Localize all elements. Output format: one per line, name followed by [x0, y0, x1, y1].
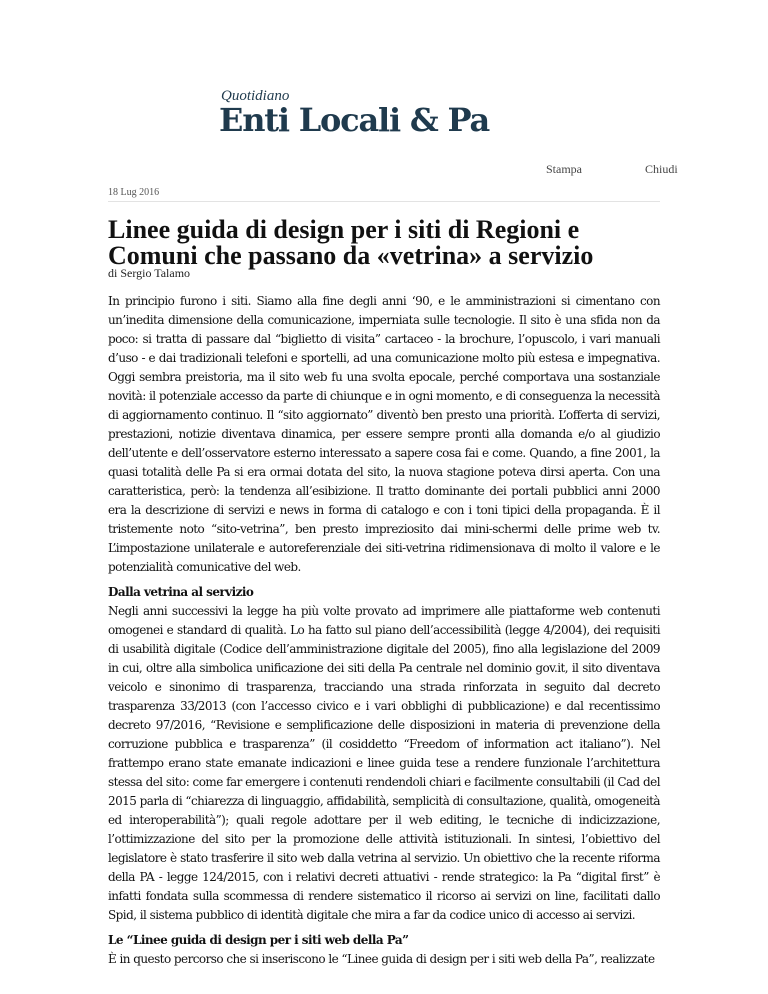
section-heading: Le “Linee guida di design per i siti web della Pa” — [108, 933, 409, 947]
divider — [108, 201, 660, 202]
article-date: 18 Lug 2016 — [108, 187, 160, 198]
masthead-kicker: Quotidiano — [221, 88, 290, 104]
masthead-logo: Enti Locali & Pa — [219, 101, 490, 139]
section-heading: Dalla vetrina al servizio — [108, 585, 254, 599]
article-body — [108, 292, 660, 969]
masthead — [221, 88, 581, 148]
article-author: di Sergio Talamo — [108, 266, 191, 280]
close-link[interactable]: Chiudi — [645, 162, 678, 176]
article-paragraph: È in questo percorso che si inseriscono le “Linee guida di design per i siti web della Pa”, realizzate — [108, 952, 655, 966]
article-paragraph: Negli anni successivi la legge ha più volte provato ad imprimere alle piattaforme web contenuti omogenei e standard di qualità. Lo ha fatto sul piano dell’accessibilità (legge 4/2004), dei requisiti di usabilità digitale (Codice dell’amministrazione digitale del 2005), fino alla legislazione del 2009 in cui, oltre alla simbolica unificazione dei siti della Pa centrale nel dominio gov.it, il sito diventava veicolo e sinonimo di trasparenza, tracciando una strada rinforzata in seguito dal decreto trasparenza 33/2013 (con l’accesso civico e i vari obblighi di pubblicazione) e dal recentissimo decreto 97/2016, “Revisione e semplificazione delle disposizioni in materia di prevenzione della corruzione pubblica e trasparenza” (il cosiddetto “Freedom of information act italiano”). Nel frattempo erano state emanate indicazioni e linee guida tese a rendere funzionale l’architettura stessa del sito: come far emergere i contenuti rendendoli chiari e facilmente consultabili (il Cad del 2015 parla di “chiarezza di linguaggio, affidabilità, semplicità di consultazione, qualità, omogeneità ed interoperabilità”); quali regole adottare per il web editing, le tecniche di indicizzazione, l’ottimizzazione del sito per la promozione delle attività istituzionali. In sintesi, l’obiettivo del legislatore è stato trasferire il sito web dalla vetrina al servizio. Un obiettivo che la recente riforma della PA - legge 124/2015, con i relativi decreti attuativi - rende strategico: la Pa “digital first” è infatti fondata sulla scommessa di rendere sistematico il ricorso ai servizi on line, facilitati dallo Spid, il sistema pubblico di identità digitale che mira a far da codice unico di accesso ai servizi. — [108, 604, 660, 922]
article-title: Linee guida di design per i siti di Regioni e Comuni che passano da «vetrina» a servizio — [108, 215, 594, 270]
article-paragraph: In principio furono i siti. Siamo alla fine degli anni ‘90, e le amministrazioni si cimentano con un’inedita dimensione della comunicazione, imperniata sulle tecnologie. Il sito è una sfida non da poco: si tratta di passare dal “biglietto di visita” cartaceo - la brochure, l’opuscolo, i vari manuali d’uso - e dai tradizionali telefoni e sportelli, ad una comunicazione molto più estesa e impegnativa. Oggi sembra preistoria, ma il sito web fu una svolta epocale, perché comportava una sostanziale novità: il potenziale accesso da parte di chiunque e in ogni momento, e di conseguenza la necessità di aggiornamento continuo. Il “sito aggiornato” diventò ben presto una priorità. L’offerta di servizi, prestazioni, notizie diventava dinamica, per essere sempre pronti alla domanda e/o al giudizio dell’utente e dell’osservatore esterno interessato a sapere cosa fai e come. Quando, a fine 2001, la quasi totalità delle Pa si era ormai dotata del sito, la nuova stagione poteva dirsi aperta. Con una caratteristica, però: la tendenza all’esibizione. Il tratto dominante dei portali pubblici anni 2000 era la descrizione di servizi e news in forma di catalogo e con i toni tipici della propaganda. È il tristemente noto “sito-vetrina”, ben presto impreziosito dai mini-schermi delle prime web tv. L’impostazione unilaterale e autoreferenziale dei siti-vetrina ridimensionava di molto il valore e le potenzialità comunicative del web. — [108, 294, 660, 574]
print-link[interactable]: Stampa — [546, 162, 582, 176]
